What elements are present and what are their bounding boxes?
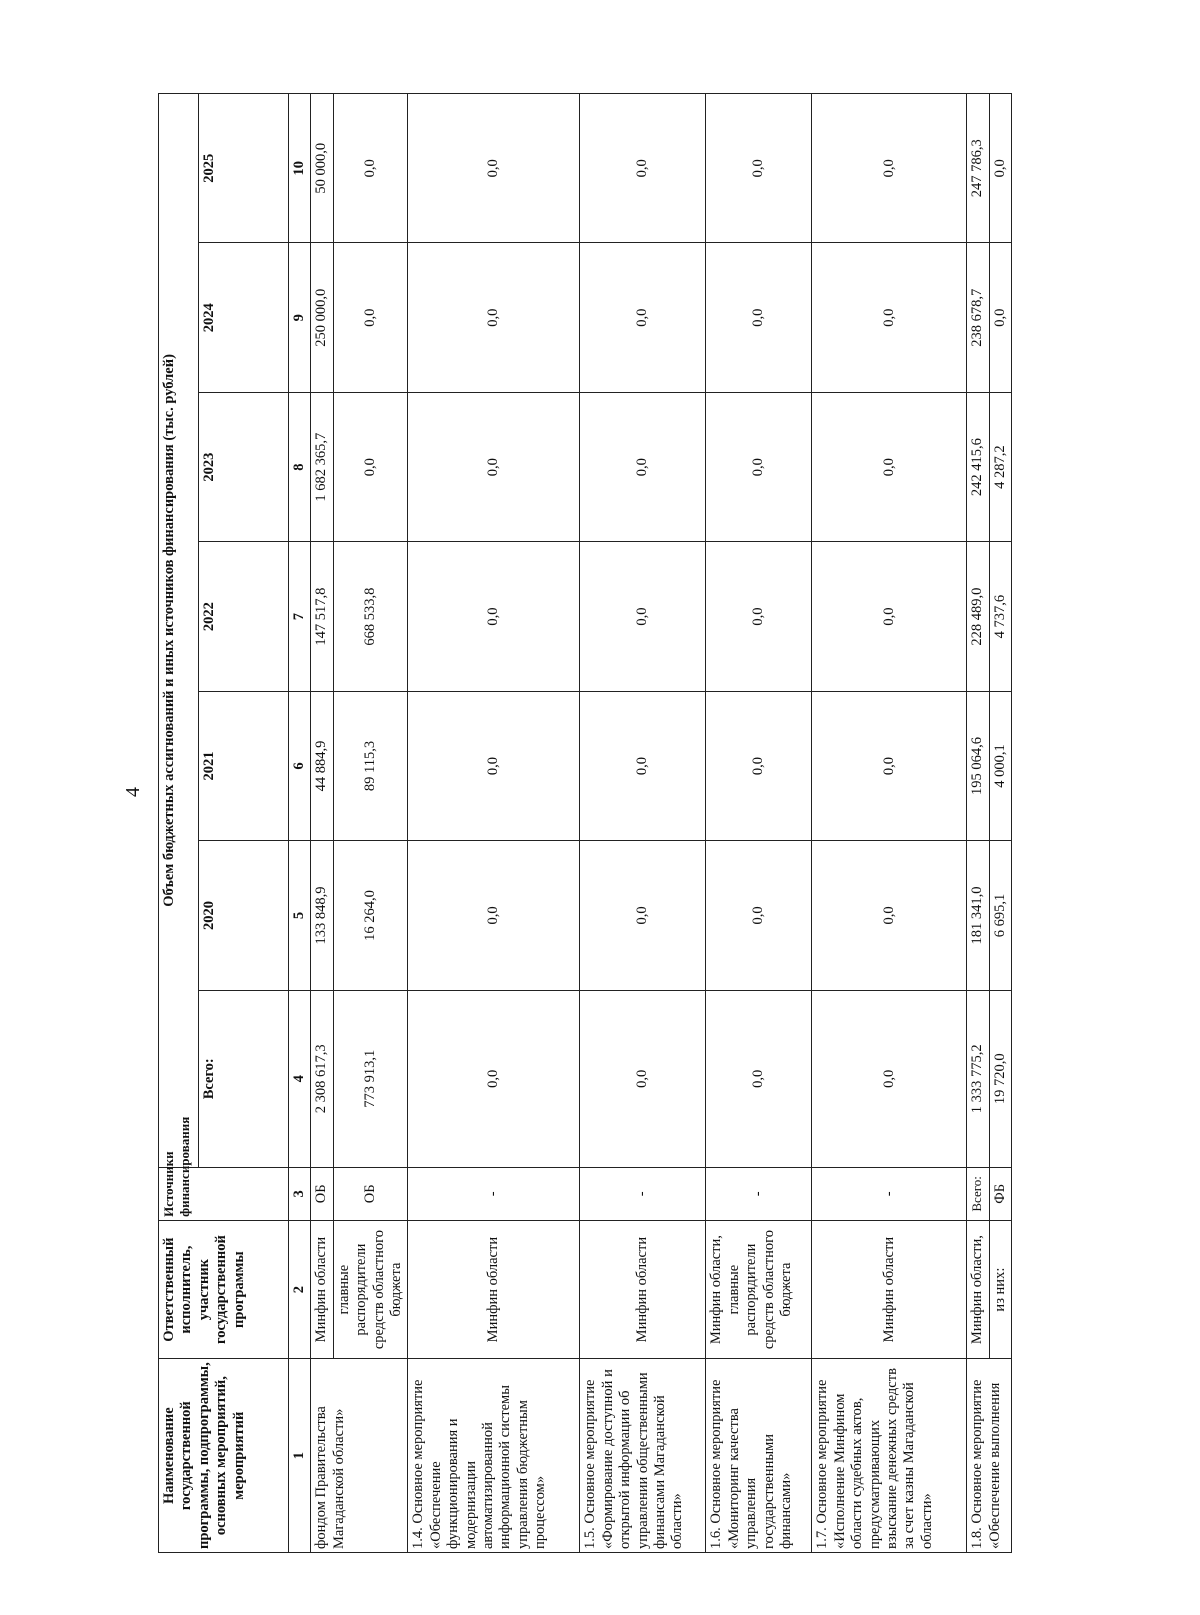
row-value: 4 000,1 (989, 691, 1011, 840)
row-value: 0,0 (812, 691, 967, 840)
header-volume: Объем бюджетных ассигнований и иных источников финансирования (тыс. рублей) (159, 94, 199, 1168)
row-responsible: Минфин области, главные распорядители средств областного бюджета (706, 1220, 812, 1358)
row-value: 0,0 (812, 94, 967, 244)
row-value: 147 517,8 (311, 542, 333, 691)
column-number: 3 (289, 1167, 311, 1220)
row-value: 0,0 (706, 691, 812, 840)
row-value: 0,0 (706, 542, 812, 691)
column-number: 7 (289, 542, 311, 691)
row-value: 0,0 (408, 841, 580, 990)
column-number: 6 (289, 691, 311, 840)
row-source: - (706, 1167, 812, 1220)
column-number: 2 (289, 1220, 311, 1358)
row-value: 0,0 (812, 542, 967, 691)
row-value: 1 333 775,2 (967, 990, 989, 1167)
header-year: 2020 (199, 841, 289, 990)
row-source: ФБ (989, 1167, 1011, 1220)
header-responsible: Ответственный исполнитель, участник государственной программы (159, 1220, 289, 1358)
row-value: 4 737,6 (989, 542, 1011, 691)
row-value: 0,0 (408, 392, 580, 541)
row-value: 6 695,1 (989, 841, 1011, 990)
row-value: 89 115,3 (333, 691, 408, 840)
row-value: 0,0 (333, 243, 408, 392)
header-source: Источники финансирования (159, 1167, 289, 1220)
row-name: 1.6. Основное мероприятие «Мониторинг качества управления государственными финансами» (706, 1359, 812, 1553)
row-source: ОБ (333, 1167, 408, 1220)
row-value: 0,0 (408, 94, 580, 244)
row-value: 0,0 (812, 841, 967, 990)
row-value: 0,0 (408, 243, 580, 392)
row-value: 0,0 (706, 243, 812, 392)
header-year: 2022 (199, 542, 289, 691)
row-value: 250 000,0 (311, 243, 333, 392)
column-number: 8 (289, 392, 311, 541)
row-responsible: из них: (989, 1220, 1011, 1358)
header-year: 2021 (199, 691, 289, 840)
row-source: - (408, 1167, 580, 1220)
row-value: 668 533,8 (333, 542, 408, 691)
row-name: 1.7. Основное мероприятие «Исполнение Минфином области судебных актов, предусматривающих взыскание денежных средств за счет казны Магаданской области» (812, 1359, 967, 1553)
row-value: 0,0 (580, 392, 706, 541)
row-responsible: Минфин области (311, 1220, 333, 1358)
row-value: 133 848,9 (311, 841, 333, 990)
row-value: 0,0 (812, 990, 967, 1167)
header-total: Всего: (199, 990, 289, 1167)
row-value: 0,0 (812, 392, 967, 541)
row-value: 0,0 (580, 542, 706, 691)
row-responsible: Минфин области (812, 1220, 967, 1358)
row-value: 0,0 (989, 243, 1011, 392)
row-value: 0,0 (706, 94, 812, 244)
row-responsible: Минфин области (580, 1220, 706, 1358)
row-responsible: Минфин области (408, 1220, 580, 1358)
row-value: 0,0 (580, 841, 706, 990)
row-value: 0,0 (580, 243, 706, 392)
row-name: 1.4. Основное мероприятие «Обеспечение функционирования и модернизации автоматизированной информационной системы управления бюджетным процессом» (408, 1359, 580, 1553)
financing-table (158, 93, 1012, 1553)
row-value: 0,0 (580, 94, 706, 244)
row-value: 0,0 (580, 691, 706, 840)
row-value: 242 415,6 (967, 392, 989, 541)
row-value: 19 720,0 (989, 990, 1011, 1167)
header-year: 2025 (199, 94, 289, 244)
row-name: 1.8. Основное мероприятие «Обеспечение выполнения (967, 1359, 1012, 1553)
column-number: 10 (289, 94, 311, 244)
row-responsible: главные распорядители средств областного бюджета (333, 1220, 408, 1358)
row-value: 1 682 365,7 (311, 392, 333, 541)
row-value: 773 913,1 (333, 990, 408, 1167)
row-value: 247 786,3 (967, 94, 989, 244)
row-value: 0,0 (706, 392, 812, 541)
row-value: 44 884,9 (311, 691, 333, 840)
page-number: 4 (122, 787, 144, 797)
row-source: - (812, 1167, 967, 1220)
row-value: 0,0 (989, 94, 1011, 244)
row-value: 50 000,0 (311, 94, 333, 244)
column-number: 1 (289, 1359, 311, 1553)
row-source: - (580, 1167, 706, 1220)
header-name: Наименование государственной программы, подпрограммы, основных мероприятий, мероприятий (159, 1359, 289, 1553)
rotated-table-container (158, 93, 1068, 1553)
row-source: ОБ (311, 1167, 333, 1220)
row-responsible: Минфин области, (967, 1220, 989, 1358)
row-value: 16 264,0 (333, 841, 408, 990)
row-value: 181 341,0 (967, 841, 989, 990)
column-number: 9 (289, 243, 311, 392)
row-source: Всего: (967, 1167, 989, 1220)
header-year: 2024 (199, 243, 289, 392)
row-value: 0,0 (812, 243, 967, 392)
row-value: 195 064,6 (967, 691, 989, 840)
row-name: фондом Правительства Магаданской области» (311, 1359, 408, 1553)
row-name: 1.5. Основное мероприятие «Формирование доступной и открытой информации об управлении общественными финансами Магаданской области» (580, 1359, 706, 1553)
row-value: 238 678,7 (967, 243, 989, 392)
header-year: 2023 (199, 392, 289, 541)
row-value: 2 308 617,3 (311, 990, 333, 1167)
column-number: 5 (289, 841, 311, 990)
row-value: 0,0 (408, 990, 580, 1167)
row-value: 228 489,0 (967, 542, 989, 691)
row-value: 0,0 (408, 691, 580, 840)
column-number: 4 (289, 990, 311, 1167)
row-value: 0,0 (333, 94, 408, 244)
row-value: 0,0 (333, 392, 408, 541)
row-value: 0,0 (408, 542, 580, 691)
row-value: 0,0 (580, 990, 706, 1167)
row-value: 4 287,2 (989, 392, 1011, 541)
row-value: 0,0 (706, 841, 812, 990)
row-value: 0,0 (706, 990, 812, 1167)
